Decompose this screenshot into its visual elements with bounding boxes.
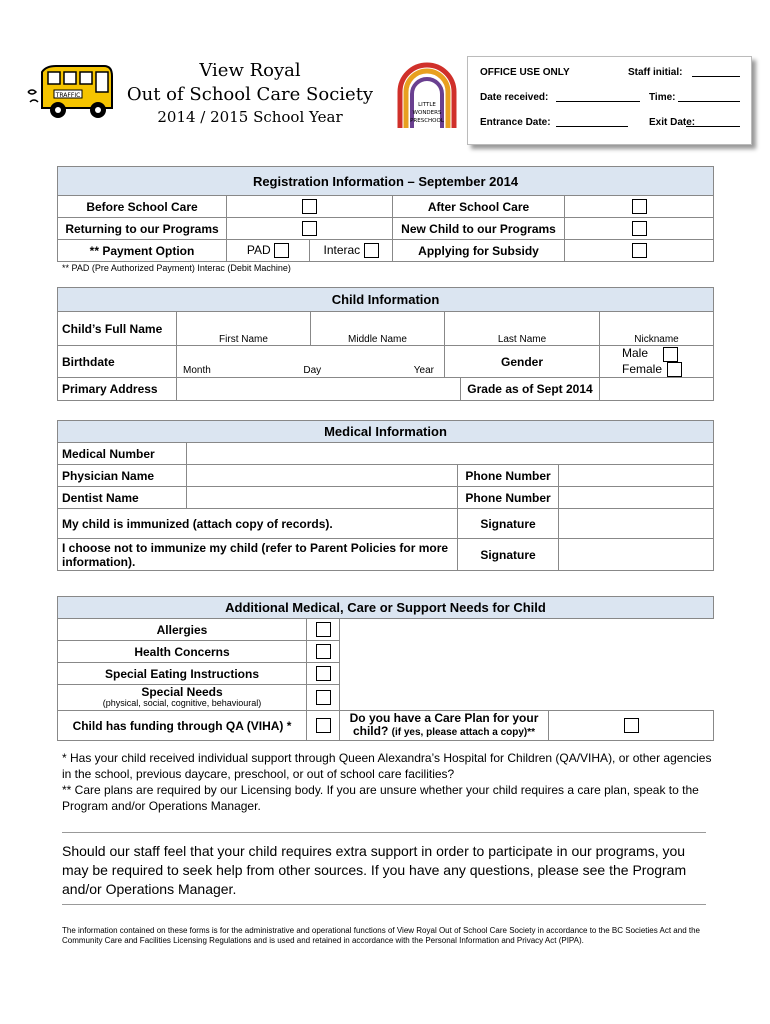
medical-number-field[interactable]	[187, 443, 714, 465]
after-school-label: After School Care	[393, 196, 565, 218]
before-school-checkbox[interactable]	[302, 199, 317, 214]
grade-field[interactable]	[600, 378, 714, 401]
dentist-phone-field[interactable]	[559, 487, 714, 509]
after-school-checkbox[interactable]	[632, 199, 647, 214]
allergies-checkbox[interactable]	[316, 622, 331, 637]
special-needs-label: Special Needs	[141, 684, 223, 699]
svg-text:PRESCHOOL: PRESCHOOL	[410, 118, 444, 124]
health-label: Health Concerns	[58, 641, 307, 663]
immunized-signature-field[interactable]	[559, 509, 714, 539]
divider-top	[62, 832, 706, 833]
returning-label: Returning to our Programs	[58, 218, 227, 240]
registration-title: Registration Information – September 2014	[58, 167, 714, 196]
medical-number-label: Medical Number	[58, 443, 187, 465]
gender-options	[600, 346, 714, 378]
nickname-field[interactable]	[600, 312, 714, 346]
physician-phone-field[interactable]	[559, 465, 714, 487]
pad-label: PAD	[246, 242, 271, 257]
special-needs-caption: (physical, social, cognitive, behavioural)	[102, 697, 262, 708]
not-immunize-label: I choose not to immunize my child (refer to Parent Policies for more information).	[58, 539, 458, 571]
office-use-box	[467, 56, 752, 145]
funding-checkbox[interactable]	[316, 718, 331, 733]
before-school-label: Before School Care	[58, 196, 227, 218]
staff-initial-field[interactable]	[692, 67, 740, 77]
male-label: Male	[622, 346, 649, 361]
year-caption: Year	[413, 365, 434, 376]
male-checkbox[interactable]	[663, 347, 678, 362]
date-received-field[interactable]	[556, 92, 640, 102]
not-immunize-signature-field[interactable]	[559, 539, 714, 571]
grade-label: Grade as of Sept 2014	[461, 378, 600, 401]
dentist-phone-label: Phone Number	[458, 487, 559, 509]
svg-text:LITTLE: LITTLE	[418, 102, 436, 108]
rainbow-logo-icon	[396, 62, 458, 130]
svg-text:WONDERS: WONDERS	[412, 110, 442, 116]
birthdate-label: Birthdate	[58, 346, 177, 378]
eating-label: Special Eating Instructions	[58, 663, 307, 685]
school-year: 2014 / 2015 School Year	[157, 108, 343, 126]
special-needs-checkbox[interactable]	[316, 690, 331, 705]
new-child-checkbox[interactable]	[632, 221, 647, 236]
child-info-table	[57, 287, 714, 401]
extra-support-text: Should our staff feel that your child requires extra support in order to participate in our programs, you may be required to seek help from other sources. If you have any questions, please see the Program and/or Operations Manager.	[62, 843, 687, 897]
health-checkbox[interactable]	[316, 644, 331, 659]
staff-initial-label: Staff initial:	[628, 67, 683, 78]
subsidy-checkbox[interactable]	[632, 243, 647, 258]
exit-date-label: Exit Date:	[649, 117, 696, 128]
office-title: OFFICE USE ONLY	[480, 67, 570, 78]
address-label: Primary Address	[58, 378, 177, 401]
month-caption: Month	[183, 365, 211, 376]
entrance-date-field[interactable]	[556, 117, 628, 127]
org-name-line2: Out of School Care Society	[126, 84, 374, 105]
physician-field[interactable]	[187, 465, 458, 487]
full-name-label: Child’s Full Name	[58, 312, 177, 346]
payment-option-label: ** Payment Option	[58, 240, 227, 262]
last-name-field[interactable]	[445, 312, 600, 346]
additional-title: Additional Medical, Care or Support Needs for Child	[58, 597, 714, 619]
registration-table	[57, 166, 714, 262]
entrance-date-label: Entrance Date:	[480, 117, 551, 128]
physician-label: Physician Name	[58, 465, 187, 487]
org-name-line1: View Royal	[199, 60, 301, 81]
time-field[interactable]	[678, 92, 740, 102]
pad-checkbox[interactable]	[274, 243, 289, 258]
exit-date-field[interactable]	[686, 117, 740, 127]
middle-name-caption: Middle Name	[348, 334, 407, 345]
date-received-label: Date received:	[480, 92, 549, 103]
gender-label: Gender	[445, 346, 600, 378]
care-plan-note: ** Care plans are required by our Licensing body. If you are unsure whether your child requires a care plan, speak to the Program and/or Operations Manager.	[62, 783, 699, 813]
divider-bottom	[62, 904, 706, 905]
dentist-label: Dentist Name	[58, 487, 187, 509]
special-needs-cell	[58, 685, 307, 711]
allergies-label: Allergies	[58, 619, 307, 641]
first-name-field[interactable]	[177, 312, 311, 346]
child-info-title: Child Information	[58, 288, 714, 312]
preschool-logo	[396, 62, 458, 130]
dentist-field[interactable]	[187, 487, 458, 509]
immunized-signature-label: Signature	[458, 509, 559, 539]
returning-checkbox[interactable]	[302, 221, 317, 236]
additional-needs-table	[57, 596, 714, 741]
physician-phone-label: Phone Number	[458, 465, 559, 487]
subsidy-label: Applying for Subsidy	[393, 240, 565, 262]
payment-footnote: ** PAD (Pre Authorized Payment) Interac (Debit Machine)	[62, 263, 291, 273]
immunized-label: My child is immunized (attach copy of records).	[58, 509, 458, 539]
care-plan-label: Do you have a Care Plan for your child?	[349, 711, 539, 738]
qa-viha-note: * Has your child received individual support through Queen Alexandra’s Hospital for Children (QA/VIHA), or other agencies in the school, previous daycare, preschool, or out of school care facilities?	[62, 751, 712, 781]
not-immunize-signature-label: Signature	[458, 539, 559, 571]
svg-text:TRAFFIC: TRAFFIC	[55, 92, 81, 99]
female-label: Female	[622, 361, 663, 376]
new-child-label: New Child to our Programs	[393, 218, 565, 240]
medical-info-table	[57, 420, 714, 571]
day-caption: Day	[303, 365, 322, 376]
birthdate-field[interactable]	[177, 346, 445, 378]
interac-label: Interac	[323, 242, 361, 257]
care-plan-checkbox[interactable]	[624, 718, 639, 733]
nickname-caption: Nickname	[634, 334, 679, 345]
funding-label: Child has funding through QA (VIHA) *	[58, 711, 307, 741]
privacy-text: The information contained on these forms is for the administrative and operational functions of View Royal Out of School Care Society in accordance to the BC Societies Act and the Community Care and Facilities Licensing Regulations and is used and retained in accordance with the Personal Information and Privacy Act (PIPA).	[62, 926, 700, 945]
bus-logo	[26, 62, 116, 124]
middle-name-field[interactable]	[311, 312, 445, 346]
female-checkbox[interactable]	[667, 362, 682, 377]
school-bus-icon	[26, 62, 116, 124]
care-plan-caption: (if yes, please attach a copy)**	[391, 727, 536, 738]
address-field[interactable]	[177, 378, 461, 401]
interac-checkbox[interactable]	[364, 243, 379, 258]
care-plan-cell	[340, 711, 549, 741]
medical-info-title: Medical Information	[58, 421, 714, 443]
time-label: Time:	[649, 92, 676, 103]
eating-checkbox[interactable]	[316, 666, 331, 681]
first-name-caption: First Name	[219, 334, 268, 345]
last-name-caption: Last Name	[497, 334, 547, 345]
